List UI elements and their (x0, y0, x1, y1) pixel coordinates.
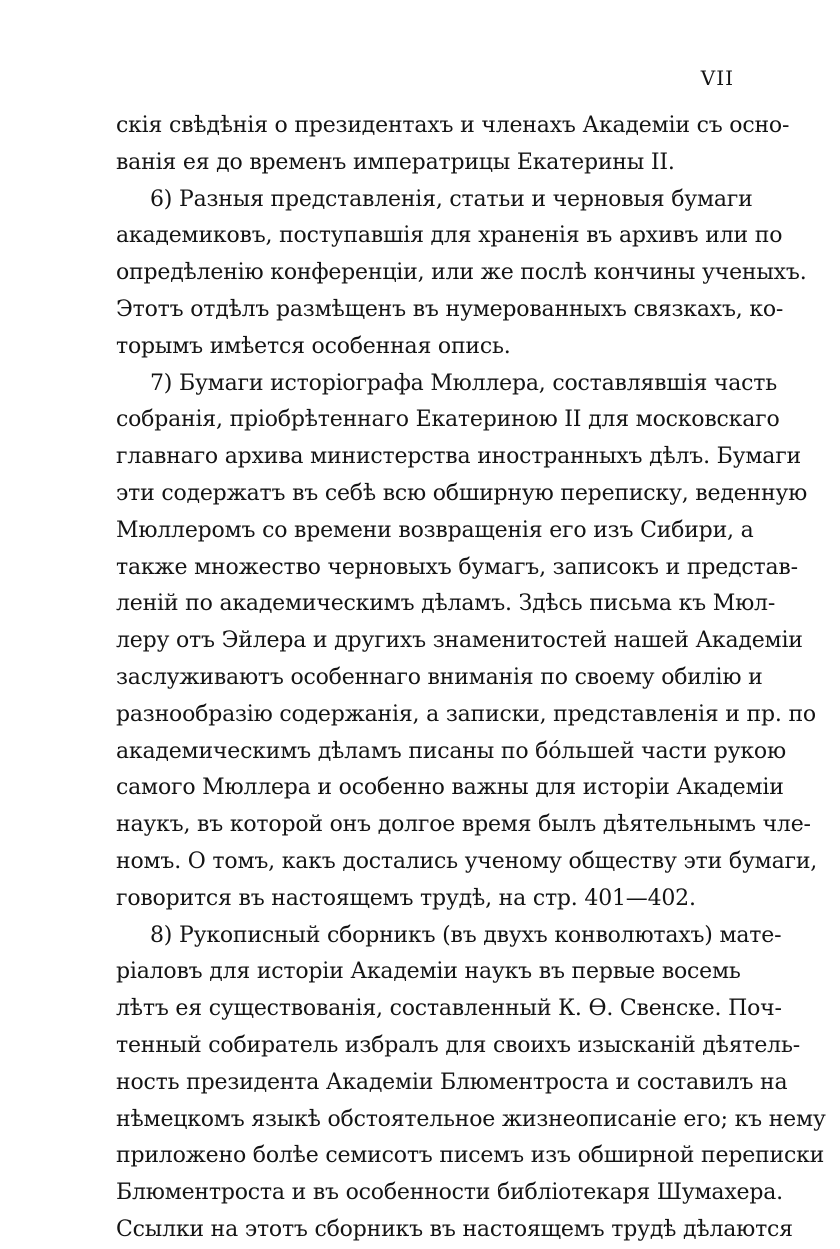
text-line: собранія, пріобрѣтеннаго Екатериною II для московскаго (116, 407, 780, 433)
text-line: нѣмецкомъ языкѣ обстоятельное жизнеописаніе его; къ нему (116, 1106, 826, 1132)
text-line: наукъ, въ которой онъ долгое время былъ дѣятельнымъ чле- (116, 812, 811, 838)
text-line: главнаго архива министерства иностранныхъ дѣлъ. Бумаги (116, 444, 801, 470)
text-line: Этотъ отдѣлъ размѣщенъ въ нумерованныхъ связкахъ, ко- (116, 296, 784, 322)
page-number: VII (700, 66, 734, 90)
text-line: 7) Бумаги исторіографа Мюллера, составлявшія часть (150, 370, 778, 396)
text-line: также множество черновыхъ бумагъ, записокъ и представ- (116, 554, 798, 580)
text-line: приложено болѣе семисотъ писемъ изъ обширной переписки (116, 1143, 825, 1169)
text-line: леній по академическимъ дѣламъ. Здѣсь письма къ Мюл- (116, 591, 776, 617)
text-line: говорится въ настоящемъ трудѣ, на стр. 401—402. (116, 885, 696, 911)
text-line: ріаловъ для исторіи Академіи наукъ въ первые восемь (116, 959, 741, 985)
text-line: самого Мюллера и особенно важны для исторіи Академіи (116, 775, 784, 801)
text-line: скія свѣдѣнія о президентахъ и членахъ Академіи съ осно- (116, 113, 790, 138)
text-line: лѣтъ ея существованія, составленный К. Ѳ. Свенске. Поч- (116, 996, 782, 1022)
text-line: номъ. О томъ, какъ достались ученому обществу эти бумаги, (116, 848, 818, 874)
text-line: ванія ея до временъ императрицы Екатерины II. (116, 149, 675, 175)
text-line: Ссылки на этотъ сборникъ въ настоящемъ трудѣ дѣлаются (116, 1216, 793, 1242)
body-text (116, 108, 826, 1249)
text-line: академическимъ дѣламъ писаны по бóльшей части рукою (116, 738, 786, 764)
text-line: тенный собиратель избралъ для своихъ изысканій дѣятель- (116, 1032, 800, 1058)
text-line: разнообразію содержанія, а записки, представленія и пр. по (116, 701, 816, 727)
text-line: 8) Рукописный сборникъ (въ двухъ конволютахъ) мате- (150, 922, 782, 948)
text-line: 6) Разныя представленія, статьи и черновыя бумаги (150, 186, 753, 212)
text-line: академиковъ, поступавшія для храненія въ архивъ или по (116, 223, 783, 249)
text-line: леру отъ Эйлера и другихъ знаменитостей нашей Академіи (116, 628, 803, 654)
text-line: Блюментроста и въ особенности библіотекаря Шумахера. (116, 1180, 783, 1206)
text-line: Мюллеромъ со времени возвращенія его изъ Сибири, а (116, 517, 754, 543)
text-line: заслуживаютъ особеннаго вниманія по своему обилію и (116, 664, 763, 690)
text-line: эти содержатъ въ себѣ всю обширную переписку, веденную (116, 480, 808, 506)
text-line: ность президента Академіи Блюментроста и составилъ на (116, 1069, 788, 1095)
text-line: торымъ имѣется особенная опись. (116, 333, 511, 359)
text-line: опредѣленію конференціи, или же послѣ кончины ученыхъ. (116, 260, 807, 286)
